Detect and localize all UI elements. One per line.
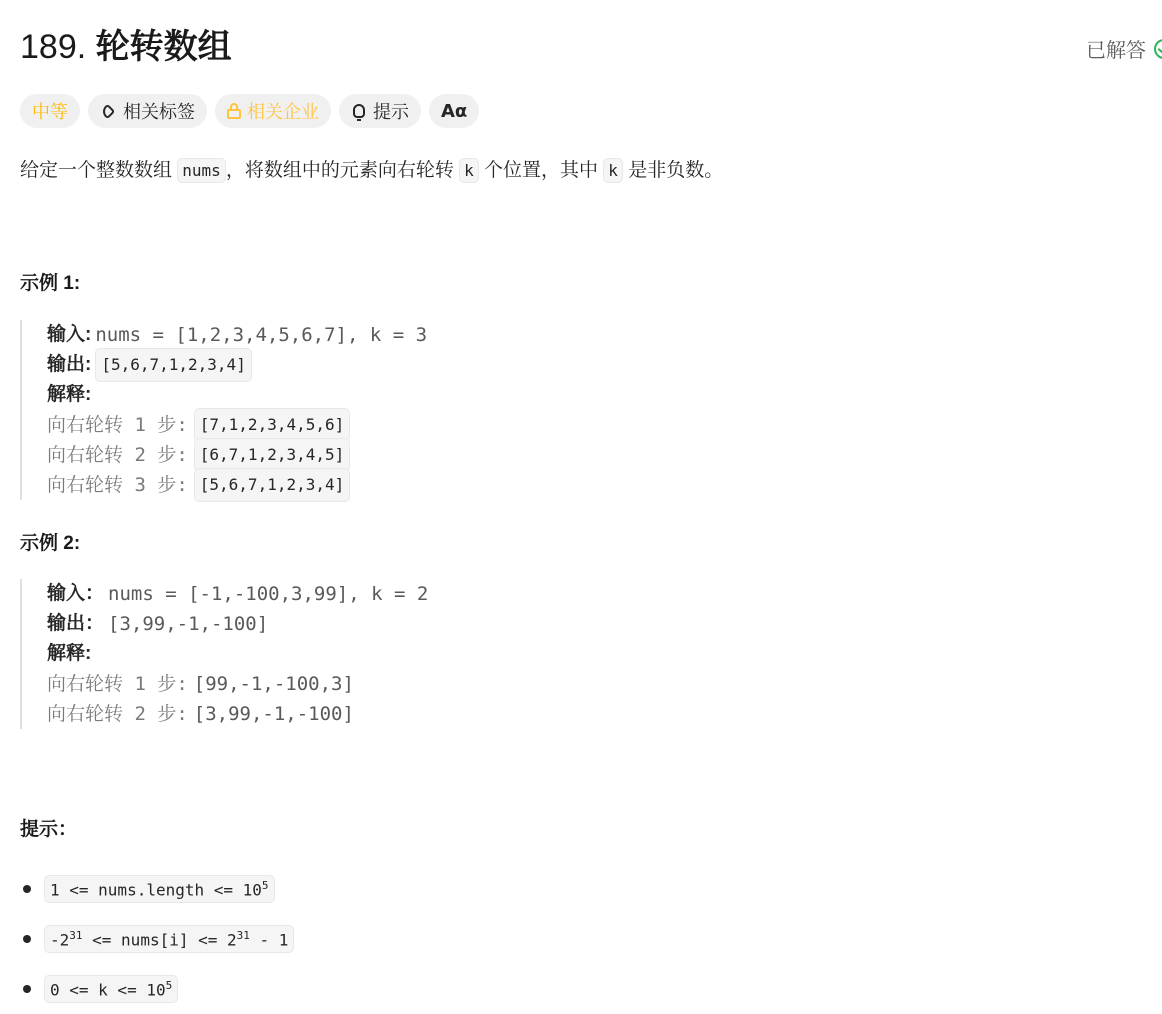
related-tags-button[interactable]	[88, 94, 207, 128]
explain-label: 解释:	[47, 384, 92, 405]
desc-text: ，将数组中的元素向右轮转	[225, 160, 460, 181]
check-circle-icon	[1154, 39, 1162, 59]
related-companies-label: 相关企业	[247, 102, 319, 122]
hint-label: 提示	[373, 102, 409, 122]
example2-explain	[47, 639, 428, 669]
constraint-code: 1 <= nums.length <= $10^5$	[44, 875, 275, 903]
step-value: [5,6,7,1,2,3,4]	[194, 468, 351, 502]
related-companies-button[interactable]	[215, 94, 331, 128]
step-value: [6,7,1,2,3,4,5]	[194, 438, 351, 472]
desc-text: 给定一个整数数组	[20, 160, 178, 181]
constraints-list	[20, 864, 294, 1014]
lock-icon	[227, 109, 241, 119]
example1-block	[20, 320, 427, 500]
solved-status	[1086, 34, 1162, 63]
difficulty-badge	[20, 94, 80, 128]
list-item	[20, 964, 294, 1014]
problem-number: 189.	[20, 28, 87, 66]
inline-code: k	[459, 158, 479, 183]
example1-explain	[47, 380, 427, 410]
output-value: [5,6,7,1,2,3,4]	[95, 348, 252, 382]
step-label: 向右轮转 2 步:	[47, 703, 188, 725]
input-label: 输入：	[47, 583, 105, 604]
step-value: [3,99,-1,-100]	[193, 703, 354, 725]
translate-button[interactable]	[429, 94, 479, 128]
output-label: 输出:	[47, 354, 92, 375]
input-value: nums = [-1,-100,3,99], k = 2	[108, 583, 429, 605]
step-label: 向右轮转 3 步:	[47, 474, 188, 496]
example2-block	[20, 579, 428, 729]
output-value: [3,99,-1,-100]	[108, 613, 269, 635]
desc-text: 是非负数。	[622, 160, 724, 181]
example2-step	[47, 669, 428, 699]
inline-code: k	[603, 158, 623, 183]
problem-title[interactable]	[20, 24, 1162, 70]
output-label: 输出：	[47, 613, 105, 634]
constraint-code: $-2^{31}$ <= nums[i] <= $2^{31} - 1$	[44, 925, 294, 953]
step-label: 向右轮转 2 步:	[47, 444, 188, 466]
input-label: 输入:	[47, 324, 92, 345]
example1-output	[47, 350, 427, 380]
list-item	[20, 914, 294, 964]
desc-text: 个位置，其中	[478, 160, 604, 181]
step-label: 向右轮转 1 步:	[47, 673, 188, 695]
translate-icon: Aα	[441, 100, 468, 122]
constraint-code: $0 <= k <= 10^5$	[44, 975, 178, 1003]
example1-heading: 示例 1:	[20, 273, 81, 294]
example2-output	[47, 609, 428, 639]
difficulty-label: 中等	[32, 102, 68, 122]
example2-input	[47, 579, 428, 609]
example1-step	[47, 470, 427, 500]
step-value: [7,1,2,3,4,5,6]	[194, 408, 351, 442]
related-tags-label: 相关标签	[123, 102, 195, 122]
example1-step	[47, 410, 427, 440]
solved-label: 已解答	[1086, 40, 1146, 62]
list-item	[20, 864, 294, 914]
constraints-heading: 提示：	[20, 819, 78, 840]
problem-description	[20, 156, 723, 186]
example2-step	[47, 699, 428, 729]
problem-name: 轮转数组	[95, 28, 232, 66]
explain-label: 解释:	[47, 643, 92, 664]
example1-step	[47, 440, 427, 470]
hint-button[interactable]	[339, 94, 421, 128]
lightbulb-icon	[353, 104, 365, 118]
example2-heading: 示例 2:	[20, 533, 81, 554]
inline-code: nums	[177, 158, 226, 183]
title-row	[20, 24, 1162, 70]
example1-input	[47, 320, 427, 350]
step-value: [99,-1,-100,3]	[193, 673, 354, 695]
input-value: nums = [1,2,3,4,5,6,7], k = 3	[95, 324, 428, 346]
tag-icon	[100, 103, 116, 119]
step-label: 向右轮转 1 步:	[47, 414, 188, 436]
tag-bar	[20, 94, 479, 128]
